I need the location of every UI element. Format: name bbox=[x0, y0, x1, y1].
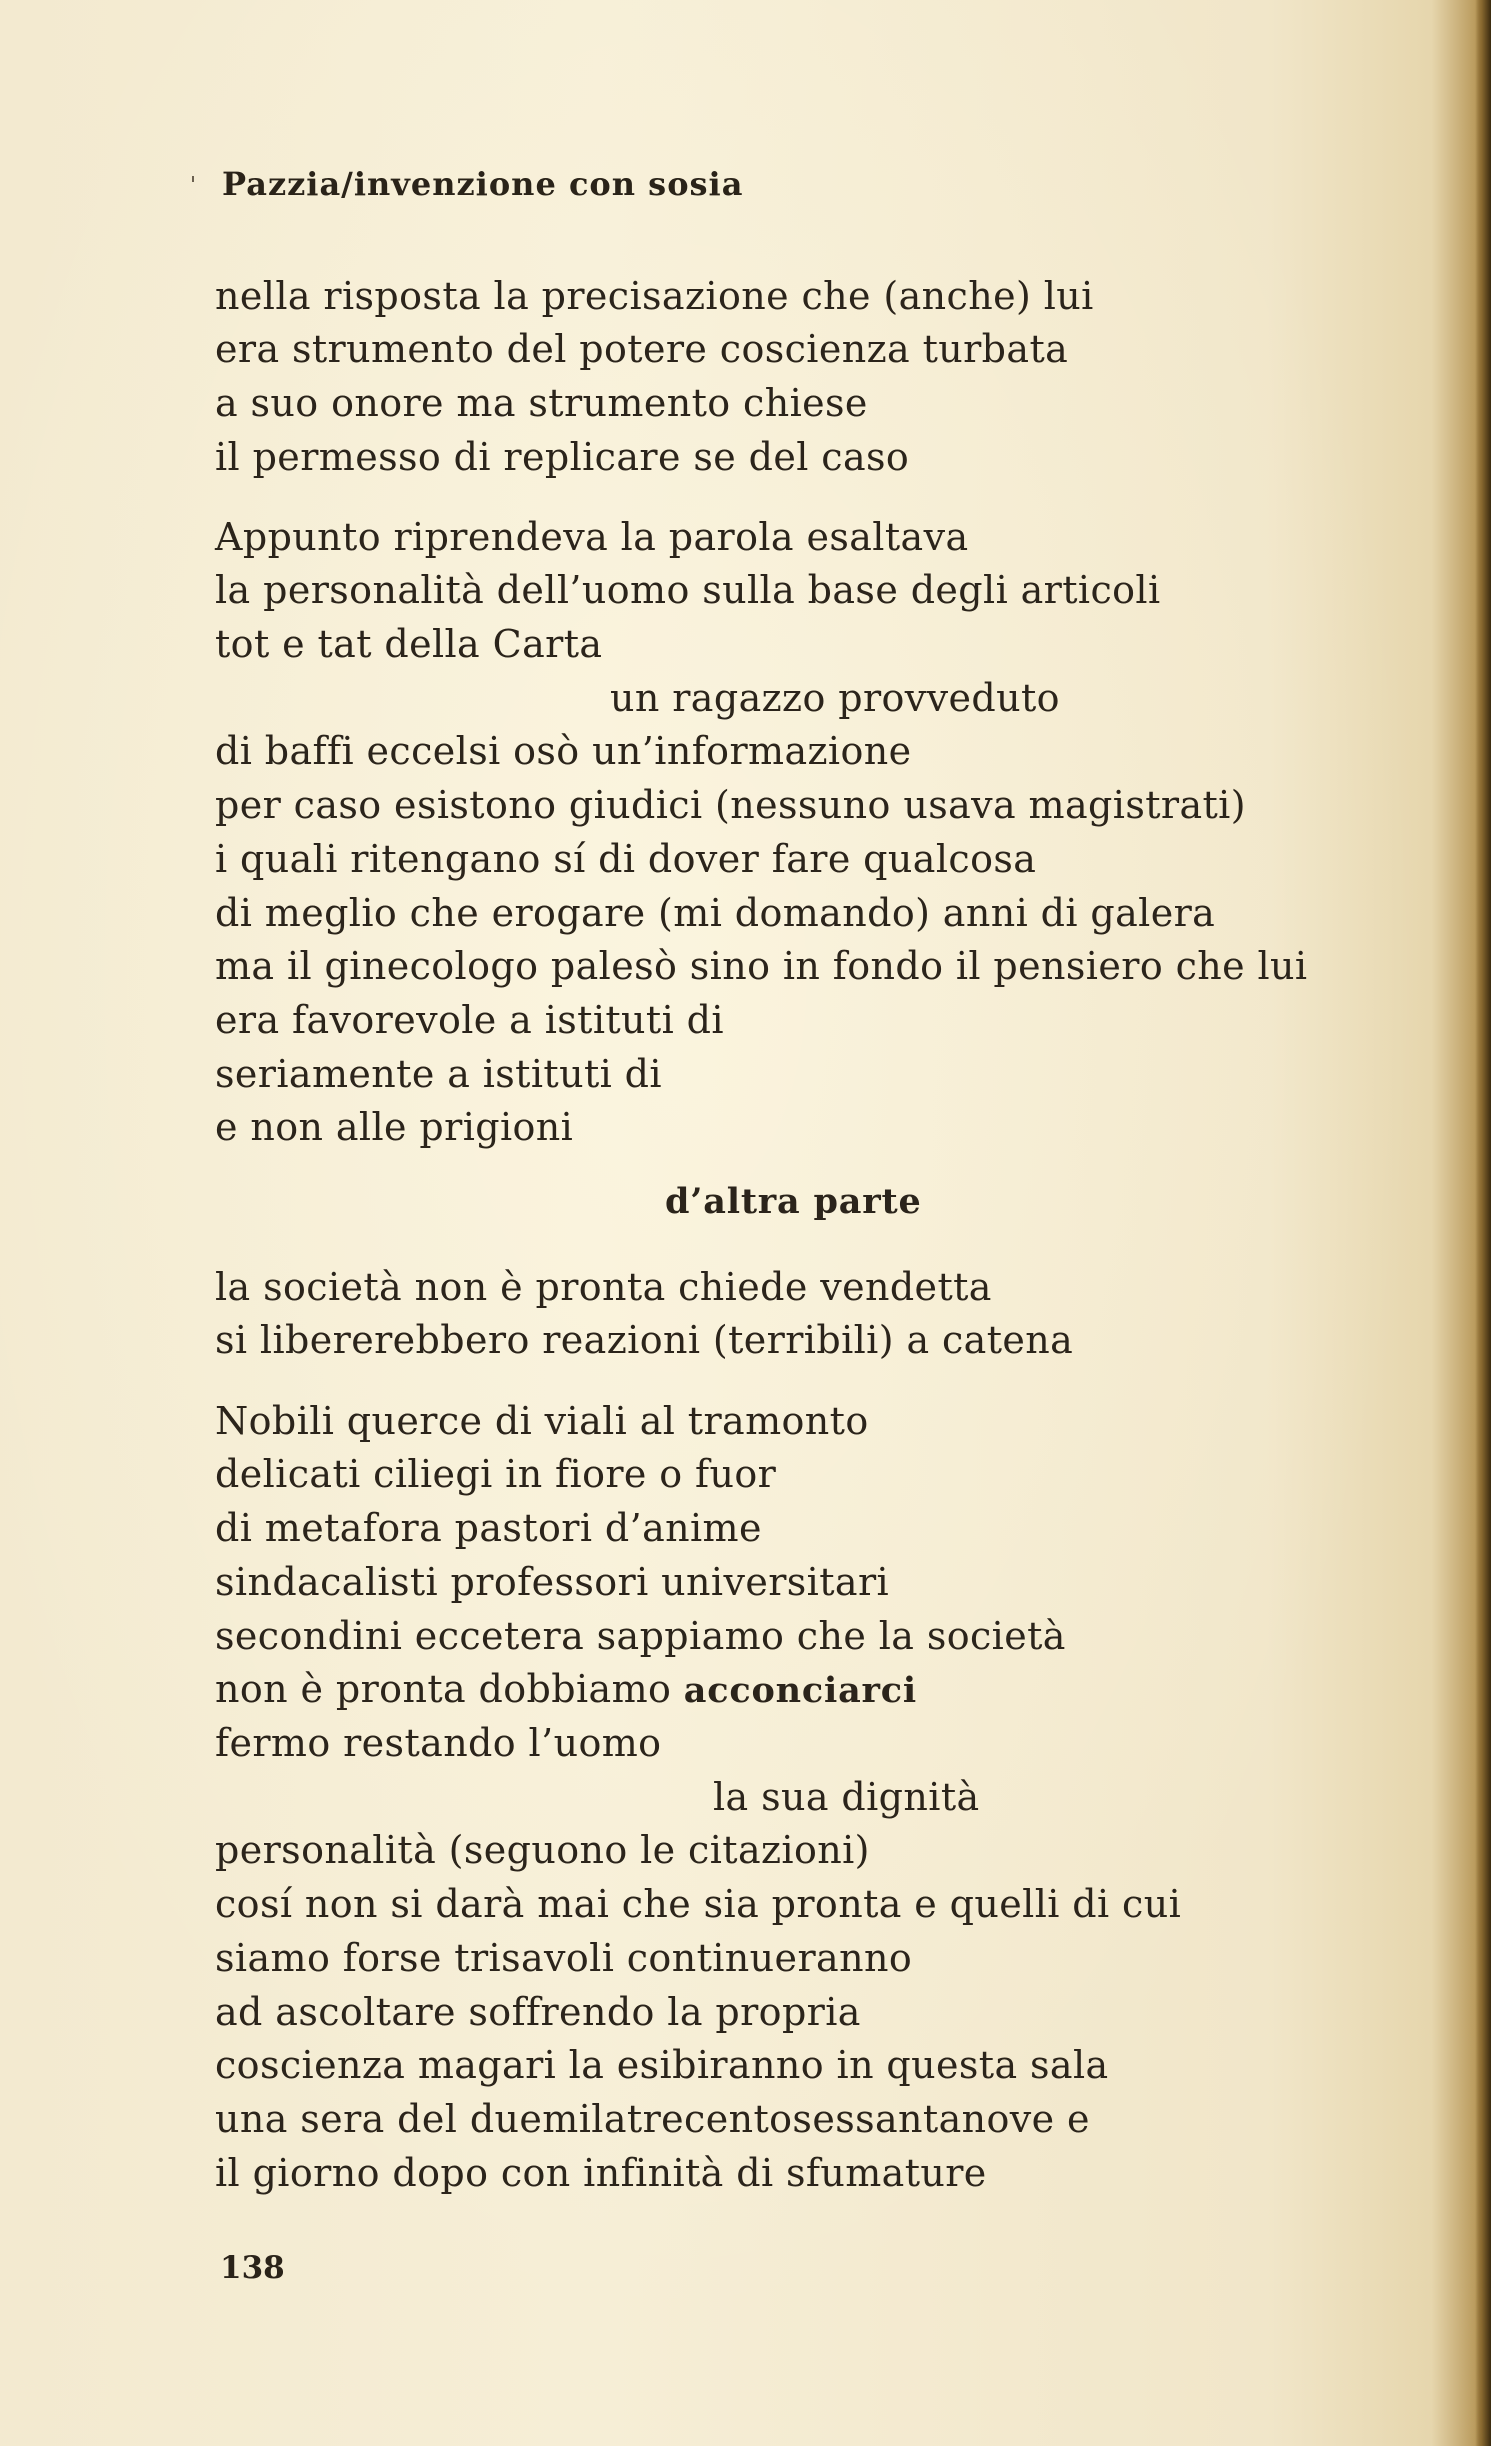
poem-line: sindacalisti professori universitari bbox=[215, 1560, 890, 1604]
page-number: 138 bbox=[220, 2250, 285, 2286]
poem-line: fermo restando l’uomo bbox=[215, 1721, 662, 1765]
section-heading: d’altra parte bbox=[665, 1181, 922, 1222]
poem-line: di baffi eccelsi osò un’informazione bbox=[215, 729, 912, 773]
poem-line: delicati ciliegi in fiore o fuor bbox=[215, 1452, 777, 1496]
poem-line: ad ascoltare soffrendo la propria bbox=[215, 1990, 861, 2034]
poem-line: si libererebbero reazioni (terribili) a catena bbox=[215, 1318, 1074, 1362]
poem-line: per caso esistono giudici (nessuno usava magistrati) bbox=[215, 783, 1246, 827]
poem-line: la personalità dell’uomo sulla base degli articoli bbox=[215, 568, 1161, 612]
poem-line: personalità (seguono le citazioni) bbox=[215, 1828, 870, 1872]
poem-line: nella risposta la precisazione che (anche) lui bbox=[215, 274, 1094, 318]
poem-line: i quali ritengano sí di dover fare qualcosa bbox=[215, 837, 1037, 881]
poem-line: siamo forse trisavoli continueranno bbox=[215, 1936, 913, 1980]
poem-line: di metafora pastori d’anime bbox=[215, 1506, 762, 1550]
poem-line-indented: un ragazzo provveduto bbox=[610, 676, 1060, 720]
poem-line: seriamente a istituti di bbox=[215, 1052, 662, 1096]
poem-line-text: non è pronta dobbiamo bbox=[215, 1667, 672, 1711]
poem-line: era strumento del potere coscienza turbata bbox=[215, 327, 1069, 371]
running-header: Pazzia/invenzione con sosia bbox=[222, 165, 744, 203]
poem-line: coscienza magari la esibiranno in questa sala bbox=[215, 2043, 1109, 2087]
poem-line: la società non è pronta chiede vendetta bbox=[215, 1265, 992, 1309]
poem-line: ma il ginecologo palesò sino in fondo il pensiero che lui bbox=[215, 944, 1308, 988]
poem-line bbox=[215, 1667, 917, 1713]
poem-line: il permesso di replicare se del caso bbox=[215, 435, 910, 479]
poem-line: e non alle prigioni bbox=[215, 1105, 574, 1149]
poem-line: una sera del duemilatrecentosessantanove e bbox=[215, 2097, 1090, 2141]
poem-line: a suo onore ma strumento chiese bbox=[215, 381, 868, 425]
poem-line-indented: la sua dignità bbox=[713, 1775, 980, 1819]
poem-line: era favorevole a istituti di bbox=[215, 998, 724, 1042]
poem-line: secondini eccetera sappiamo che la società bbox=[215, 1614, 1066, 1658]
poem-line: Appunto riprendeva la parola esaltava bbox=[215, 515, 969, 559]
poem-line: Nobili querce di viali al tramonto bbox=[215, 1399, 869, 1443]
poem-line: di meglio che erogare (mi domando) anni di galera bbox=[215, 891, 1216, 935]
poem-line: il giorno dopo con infinità di sfumature bbox=[215, 2151, 987, 2195]
page-edge-shadow bbox=[1475, 0, 1491, 2446]
poem-line: cosí non si darà mai che sia pronta e quelli di cui bbox=[215, 1882, 1182, 1926]
header-mark bbox=[192, 176, 194, 182]
poem-line: tot e tat della Carta bbox=[215, 622, 603, 666]
emphasized-word: acconciarci bbox=[683, 1670, 918, 1711]
